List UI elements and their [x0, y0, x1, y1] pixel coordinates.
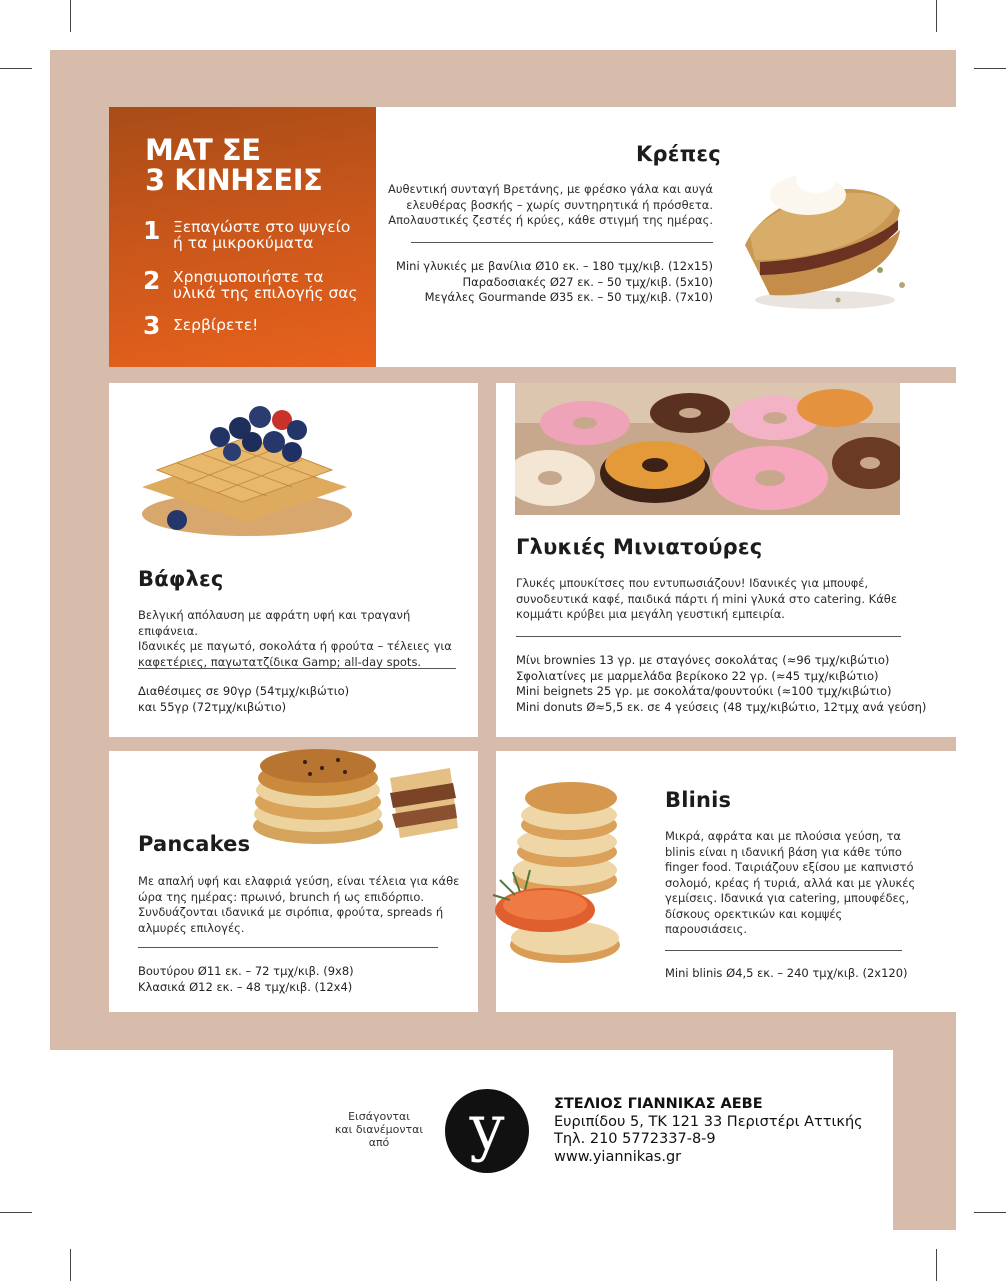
text-line: Εισάγονται — [348, 1110, 410, 1123]
company-website[interactable]: www.yiannikas.gr — [554, 1148, 682, 1165]
product-line: Mini γλυκιές με βανίλια Ø10 εκ. – 180 τμχ/κιβ. (12x15) — [396, 259, 713, 273]
step-text-line: Χρησιμοποιήστε τα — [173, 268, 324, 286]
divider — [516, 636, 901, 637]
text-line: δίσκους ορεκτικών και κομψές — [665, 906, 843, 921]
product-line: Κλασικά Ø12 εκ. – 48 τμχ/κιβ. (12x4) — [138, 979, 353, 994]
text-line: ώρα της ημέρας: πρωινό, brunch ή ως επιδόρπιο. — [138, 889, 425, 904]
divider — [138, 947, 438, 948]
divider — [665, 950, 902, 951]
intro-title — [145, 135, 376, 195]
step-text-line: Σερβίρετε! — [173, 316, 259, 334]
text-line: ελευθέρας βοσκής – χωρίς συντηρητικά ή πρόσθετα. — [406, 197, 713, 212]
crepes-title: Κρέπες — [636, 142, 721, 166]
step-text-line: ή τα μικροκύματα — [173, 234, 314, 252]
product-line: Mini beignets 25 γρ. με σοκολάτα/φουντούκι (≈100 τμχ/κιβώτιο) — [516, 684, 892, 698]
step-text-line: Ξεπαγώστε στο ψυγείο — [173, 218, 351, 236]
pancakes-image — [250, 738, 462, 850]
crop-mark — [0, 68, 32, 69]
step-number: 1 — [143, 216, 161, 245]
text-line: σολομό, κρέας ή τυριά, αλλά και με γλυκές — [665, 875, 916, 890]
product-line: Σφολιατίνες με μαρμελάδα βερίκοκο 22 γρ. (≈45 τμχ/κιβώτιο) — [516, 668, 879, 683]
blinis-products — [665, 966, 950, 982]
company-name: ΣΤΕΛΙΟΣ ΓΙΑΝΝΙΚΑΣ ΑΕΒΕ — [554, 1096, 763, 1112]
crop-mark — [974, 1212, 1006, 1213]
text-line: και διανέμονται — [334, 1123, 424, 1136]
crop-mark — [0, 1212, 32, 1213]
step-number: 3 — [143, 311, 161, 340]
text-line: από — [368, 1136, 390, 1149]
step-number: 2 — [143, 266, 161, 295]
text-line: Με απαλή υφή και ελαφριά γεύση, είναι τέλεια για κάθε — [138, 874, 460, 888]
intro-step — [143, 312, 258, 340]
waffles-products — [138, 684, 468, 715]
company-phone: Τηλ. 210 5772337-8-9 — [554, 1131, 716, 1147]
donuts-image — [515, 383, 900, 515]
text-line: Μικρά, αφράτα και με πλούσια γεύση, τα — [665, 829, 901, 843]
crepes-image — [730, 150, 920, 315]
text-line: κομμάτι κρύβει μια μεγάλη γευστική εμπειρία. — [516, 607, 785, 621]
waffles-title: Βάφλες — [138, 567, 224, 591]
text-line: αλμυρές επιλογές. — [138, 920, 245, 935]
text-line: Βελγική απόλαυση με αφράτη υφή και τραγανή επιφάνεια. — [138, 608, 411, 638]
text-line: blinis είναι η ιδανική βάση για κάθε τύπο — [665, 844, 902, 859]
crop-mark — [974, 68, 1006, 69]
imported-by-text — [334, 1110, 424, 1149]
intro-box — [109, 107, 376, 367]
product-line: Διαθέσιμες σε 90γρ (54τμχ/κιβώτιο) — [138, 684, 350, 698]
intro-step — [143, 217, 350, 251]
product-line: Mini blinis Ø4,5 εκ. – 240 τμχ/κιβ. (2x120) — [665, 966, 908, 980]
text-line: finger food. Ταιριάζουν εξίσου με καπνιστό — [665, 860, 914, 874]
text-line: Γλυκές μπουκίτσες που εντυπωσιάζουν! Ιδανικές για μπουφέ, — [516, 576, 869, 590]
logo-mark — [445, 1089, 529, 1173]
miniatures-title: Γλυκιές Μινιατούρες — [516, 535, 763, 559]
company-logo — [445, 1089, 529, 1173]
text-line: Συνδυάζονται ιδανικά με σιρόπια, φρούτα, spreads ή — [138, 905, 444, 919]
miniatures-products — [516, 653, 946, 715]
divider — [138, 668, 456, 669]
blinis-description — [665, 829, 950, 938]
company-info — [554, 1096, 863, 1166]
crop-mark — [70, 0, 71, 32]
blinis-title: Blinis — [665, 788, 732, 812]
pancakes-title: Pancakes — [138, 832, 251, 856]
waffles-description — [138, 608, 468, 670]
crop-mark — [936, 0, 937, 32]
crop-mark — [70, 1249, 71, 1281]
background-panel-tab — [893, 1048, 956, 1230]
miniatures-description — [516, 576, 946, 623]
product-line: Βουτύρου Ø11 εκ. – 72 τμχ/κιβ. (9x8) — [138, 964, 354, 978]
crepes-description — [380, 182, 713, 229]
text-line: Απολαυστικές ζεστές ή κρύες, κάθε στιγμή της ημέρας. — [388, 213, 713, 227]
intro-title-line1: MAT ΣΕ — [145, 133, 261, 167]
divider — [411, 242, 713, 243]
step-text — [173, 314, 258, 333]
product-line: Mini donuts Ø≈5,5 εκ. σε 4 γεύσεις (48 τμχ/κιβώτιο, 12τμχ ανά γεύση) — [516, 699, 927, 714]
intro-title-line2: 3 ΚΙΝΗΣΕΙΣ — [145, 163, 323, 197]
step-text — [173, 269, 358, 301]
text-line: συνοδευτικά καφέ, παιδικά πάρτι ή mini γλυκά στο catering. Κάθε — [516, 591, 898, 606]
crop-mark — [936, 1249, 937, 1281]
product-line: Παραδοσιακές Ø27 εκ. – 50 τμχ/κιβ. (5x10) — [462, 274, 713, 289]
blinis-image — [485, 770, 645, 975]
text-line: παρουσιάσεις. — [665, 922, 748, 936]
text-line: Ιδανικές με παγωτό, σοκολάτα ή φρούτα – τέλειες για — [138, 639, 452, 653]
step-text-line: υλικά της επιλογής σας — [173, 284, 358, 302]
text-line: Αυθεντική συνταγή Βρετάνης, με φρέσκο γάλα και αυγά — [387, 182, 713, 196]
crepes-products — [380, 259, 713, 306]
product-line: και 55γρ (72τμχ/κιβώτιο) — [138, 699, 287, 714]
pancakes-products — [138, 964, 468, 995]
product-line: Μεγάλες Gourmande Ø35 εκ. – 50 τμχ/κιβ. (7x10) — [424, 290, 713, 304]
logo-letter: y — [469, 1091, 505, 1164]
product-line: Μίνι brownies 13 γρ. με σταγόνες σοκολάτας (≈96 τμχ/κιβώτιο) — [516, 653, 890, 667]
text-line: γεμίσεις. Ιδανικά για catering, μπουφέδες, — [665, 891, 910, 905]
pancakes-description — [138, 874, 468, 936]
text-line: καφετέριες, παγωτατζίδικα Gamp; all-day spots. — [138, 654, 422, 669]
intro-step — [143, 267, 358, 301]
company-address: Ευριπίδου 5, ΤΚ 121 33 Περιστέρι Αττικής — [554, 1113, 863, 1130]
waffles-image — [132, 392, 357, 550]
step-text — [173, 219, 350, 251]
